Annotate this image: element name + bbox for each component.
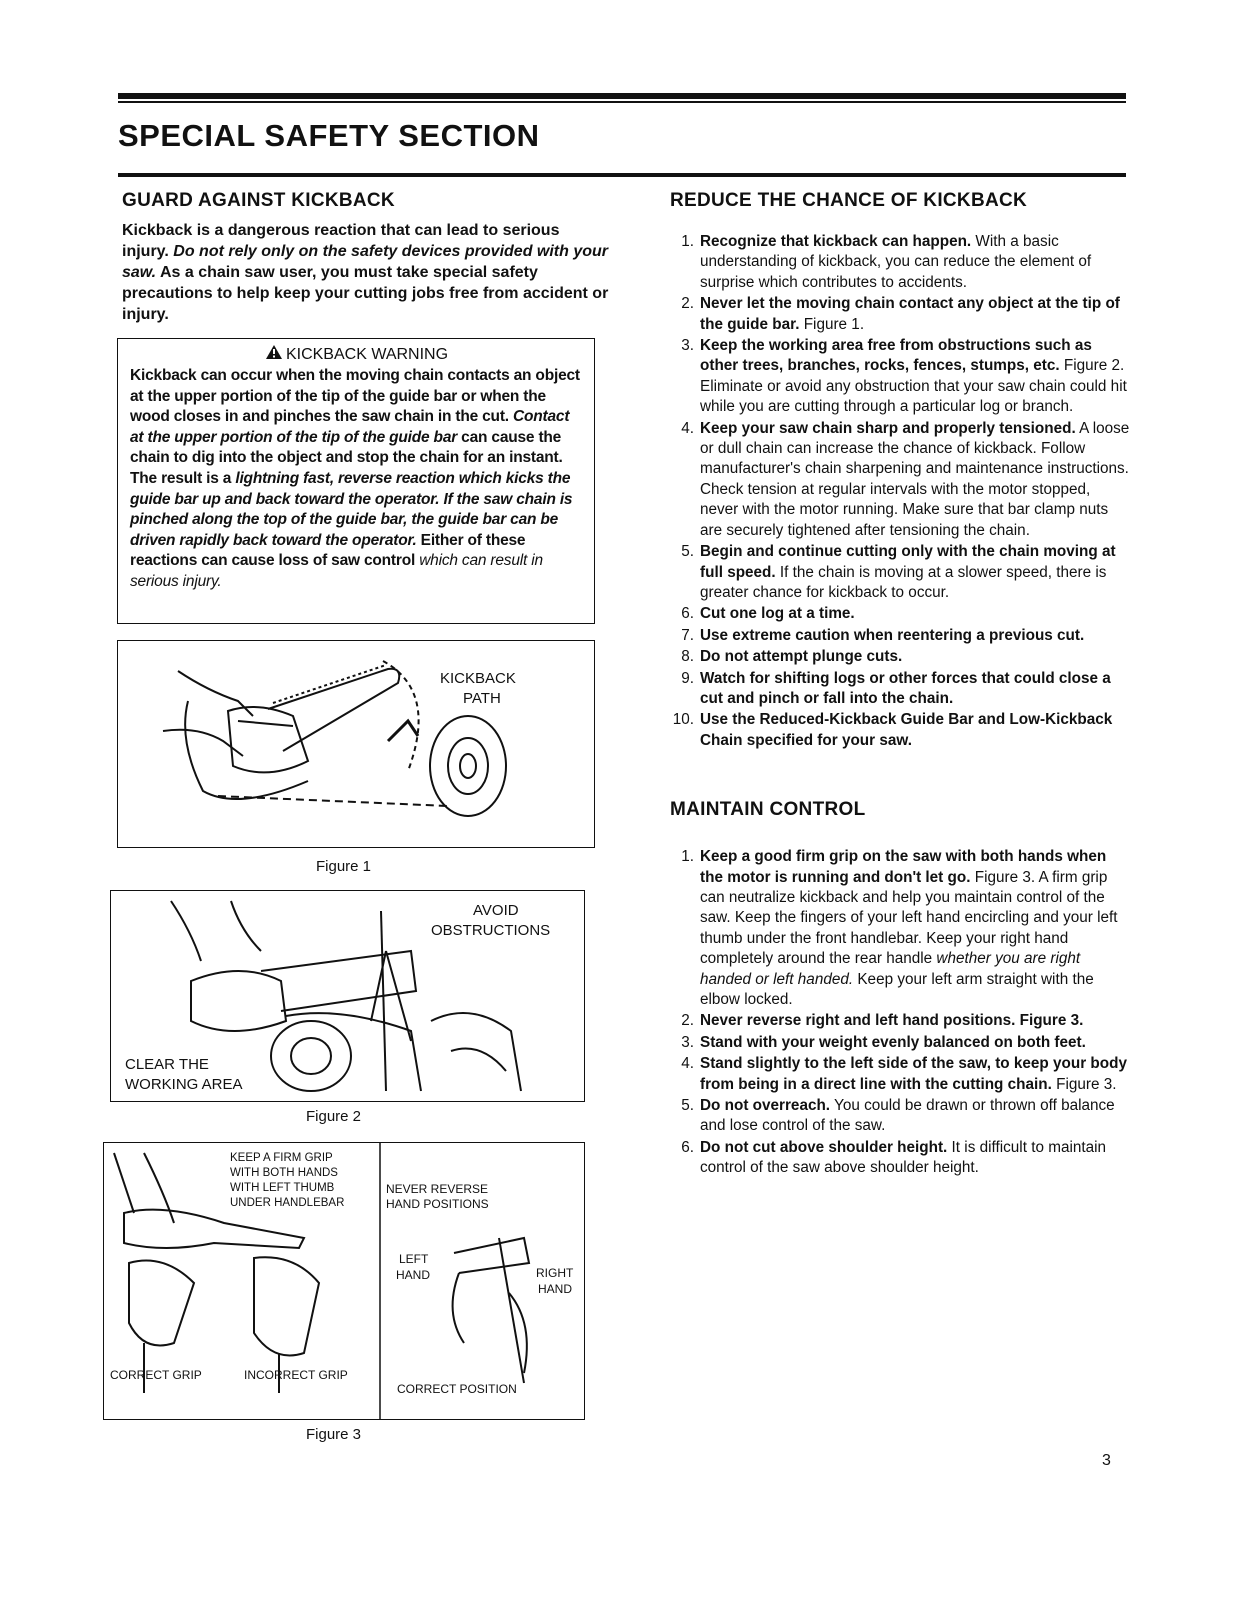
grip-label-2: WITH BOTH HANDS [230, 1167, 338, 1179]
intro-text-c: As a chain saw user, you must take special safety precautions to help keep your cutting jobs free from accident or injury. [122, 264, 609, 323]
maintain-control-heading: MAINTAIN CONTROL [670, 799, 866, 821]
control-item [680, 847, 1130, 1010]
warning-text-2: Contact at the upper portion of the tip of the guide bar [130, 408, 570, 446]
kickback-item [672, 710, 1130, 751]
kickback-item [680, 669, 1130, 710]
figure-3-illustration [104, 1143, 585, 1420]
right-column [670, 190, 1130, 1180]
right-hand-label: HAND [538, 1282, 573, 1296]
control-item [680, 1033, 1130, 1053]
warning-text-5: Either of these reactions can cause loss of saw control [130, 531, 526, 570]
warning-text-4: lightning fast, reverse reaction which kicks the guide bar up and back toward the operator. If the saw chain is pinched along the top of the guide bar, the guide bar can be driven rapidly back toward the operator. [130, 469, 573, 549]
kickback-item [680, 542, 1130, 603]
kickback-item [680, 294, 1130, 335]
figure-2-avoid-obstructions [110, 890, 585, 1102]
warning-title-text: KICKBACK WARNING [285, 346, 449, 363]
item-text: A loose or dull chain can increase the chance of kickback. Follow manufacturer's chain sharpening and maintenance instructions. Check tension at regular intervals with the motor stopped, never with the motor running. Make sure that bar clamp nuts are securely tightened after tensioning the chain. [700, 419, 1130, 539]
grip-label-3: WITH LEFT THUMB [230, 1182, 335, 1194]
figure-1-illustration [118, 641, 595, 848]
item-bold-text: Keep the working area free from obstructions such as other trees, branches, rocks, fences, stumps, etc. [700, 337, 1092, 375]
item-text: If the chain is moving at a slower speed, there is greater chance for kickback to occur. [700, 563, 1107, 601]
item-text: Figure 3. A firm grip can neutralize kickback and help you maintain control of the saw. Keep the fingers of your left hand encircling and your left thumb under the front handlebar. Keep your right hand completely around the rear handle [700, 868, 1118, 968]
working-area-label: WORKING AREA [125, 1076, 243, 1093]
control-item [680, 1054, 1130, 1095]
item-number: 2. [681, 1012, 694, 1030]
item-number: 2. [681, 295, 694, 313]
item-number: 6. [681, 1138, 694, 1156]
header-rule-thin [118, 101, 1126, 103]
item-bold-text: Stand with your weight evenly balanced on both feet. [700, 1033, 1086, 1051]
reduce-kickback-heading: REDUCE THE CHANCE OF KICKBACK [670, 190, 1028, 211]
intro-text-b: Do not rely only on the safety devices provided with your saw. [122, 243, 609, 281]
item-number: 5. [681, 1097, 694, 1115]
item-bold-text: Do not overreach. [700, 1097, 831, 1115]
left-label: LEFT [399, 1252, 429, 1266]
item-number: 10. [672, 711, 694, 729]
kickback-label-b: PATH [463, 690, 501, 707]
item-text-2: Keep your left arm straight with the elbow locked. [700, 970, 1094, 1008]
grip-label-1: KEEP A FIRM GRIP [230, 1152, 333, 1164]
clear-the-label: CLEAR THE [125, 1056, 209, 1073]
warning-text-1: Kickback can occur when the moving chain contacts an object at the upper portion of the tip of the guide bar or when the wood closes in and pinches the saw chain in the cut. [130, 367, 580, 426]
kickback-warning-title [130, 345, 584, 364]
kickback-item [680, 336, 1130, 418]
title-rule [118, 173, 1126, 177]
item-bold-text: Recognize that kickback can happen. [700, 233, 972, 250]
item-bold-text: Never let the moving chain contact any object at the tip of the guide bar. [700, 295, 1120, 333]
left-column [122, 190, 610, 325]
kickback-item [680, 604, 1130, 624]
figure-3-hand-positions [103, 1142, 585, 1420]
kickback-item [680, 232, 1130, 293]
guard-kickback-intro [122, 220, 610, 325]
right-label: RIGHT [536, 1266, 574, 1280]
figure-1-kickback-path [117, 640, 595, 848]
kickback-warning-box [117, 338, 595, 624]
warning-text-6: which can result in serious injury. [130, 552, 543, 590]
figure-3-caption: Figure 3 [306, 1426, 362, 1443]
intro-text-a: Kickback is a dangerous reaction that can lead to serious injury. [122, 222, 560, 260]
warning-text-3: can cause the chain to dig into the object and stop the chain for an instant. The result is a [130, 428, 563, 487]
item-bold-text: Keep your saw chain sharp and properly tensioned. [700, 419, 1076, 437]
item-bold-text: Do not cut above shoulder height. [700, 1138, 948, 1156]
grip-label-4: UNDER HANDLEBAR [230, 1197, 345, 1209]
never-reverse-label: NEVER REVERSE [386, 1182, 489, 1196]
item-number: 9. [681, 669, 694, 687]
page-number: 3 [1102, 1452, 1111, 1469]
item-text: Figure 3. [1051, 1075, 1117, 1093]
correct-position-label: CORRECT POSITION [397, 1382, 517, 1396]
item-bold-text: Keep a good firm grip on the saw with both hands when the motor is running and don't let go. [700, 848, 1107, 886]
item-number: 5. [681, 543, 694, 561]
item-number: 8. [681, 648, 694, 666]
item-text: It is difficult to maintain control of the saw above shoulder height. [700, 1138, 1107, 1177]
avoid-label: AVOID [473, 902, 519, 919]
item-bold-text: Begin and continue cutting only with the chain moving at full speed. [700, 543, 1116, 581]
kickback-item [680, 647, 1130, 667]
control-item [680, 1096, 1130, 1137]
item-number: 4. [681, 1055, 694, 1073]
item-bold-text: Cut one log at a time. [700, 605, 855, 623]
item-text: Figure 2. Eliminate or avoid any obstruction that your saw chain could hit while you are cutting through a particular log or branch. [700, 357, 1127, 416]
item-text: You could be drawn or thrown off balance and lose control of the saw. [700, 1097, 1115, 1135]
item-number: 4. [681, 419, 694, 437]
item-number: 7. [681, 626, 694, 644]
kickback-label-a: KICKBACK [440, 670, 516, 687]
item-number: 1. [681, 848, 694, 866]
figure-2-caption: Figure 2 [306, 1108, 362, 1125]
obstructions-label: OBSTRUCTIONS [431, 922, 551, 939]
maintain-control-list [680, 847, 1130, 1179]
control-item [680, 1011, 1130, 1031]
item-number: 3. [681, 337, 694, 355]
kickback-warning-text [130, 366, 584, 593]
item-number: 1. [681, 233, 694, 250]
item-bold-text: Do not attempt plunge cuts. [700, 648, 903, 666]
item-number: 3. [681, 1033, 694, 1051]
guard-kickback-heading: GUARD AGAINST KICKBACK [122, 190, 395, 211]
item-bold-text: Never reverse right and left hand positions. Figure 3. [700, 1012, 1084, 1030]
kickback-item [680, 419, 1130, 541]
control-item [680, 1138, 1130, 1179]
hand-positions-label: HAND POSITIONS [386, 1197, 489, 1211]
incorrect-grip-label: INCORRECT GRIP [244, 1368, 348, 1382]
item-bold-text: Stand slightly to the left side of the saw, to keep your body from being in a direct line with the cutting chain. [700, 1055, 1127, 1093]
item-bold-text: Use the Reduced-Kickback Guide Bar and Low-Kickback Chain specified for your saw. [700, 711, 1113, 749]
figure-2-illustration [111, 891, 585, 1102]
figure-1-caption: Figure 1 [316, 858, 372, 875]
item-text: Figure 1. [799, 315, 865, 333]
item-italic-text: whether you are right handed or left handed. [700, 950, 1081, 988]
warning-triangle-icon [266, 345, 282, 363]
item-bold-text: Watch for shifting logs or other forces that could close a cut and pinch or fall into the chain. [700, 669, 1111, 707]
item-number: 6. [681, 605, 694, 623]
reduce-kickback-list [672, 232, 1130, 751]
item-bold-text: Use extreme caution when reentering a previous cut. [700, 626, 1085, 644]
correct-grip-label: CORRECT GRIP [110, 1368, 202, 1382]
kickback-item [680, 626, 1130, 646]
header-rule-thick [118, 93, 1126, 99]
item-text: With a basic understanding of kickback, you can reduce the element of surprise which contributes to accidents. [700, 233, 1092, 291]
left-hand-label: HAND [396, 1268, 431, 1282]
page-title: SPECIAL SAFETY SECTION [118, 118, 540, 153]
